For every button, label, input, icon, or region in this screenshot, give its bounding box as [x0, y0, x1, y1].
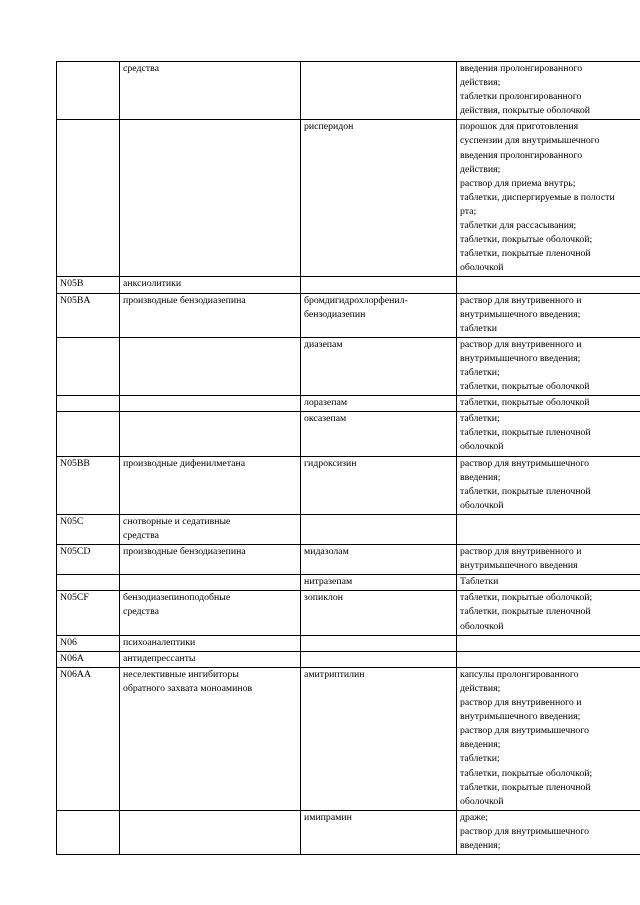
dosage-forms-line: раствор для внутривенного и [460, 546, 582, 558]
dosage-forms-line: действия; [460, 163, 501, 175]
atc-code-cell [57, 62, 120, 120]
dosage-forms-line: введения пролонгированного [460, 63, 583, 74]
atc-code-text: N05BA [60, 294, 91, 306]
table-row [57, 514, 640, 544]
substance-cell [301, 514, 457, 544]
substance-line: мидазолам [304, 546, 349, 558]
dosage-forms-line: раствор для внутривенного и [460, 294, 582, 306]
dosage-forms-line: таблетки, диспергируемые в полости [460, 191, 615, 203]
dosage-forms-line: внутримышечного введения; [460, 711, 581, 723]
dosage-forms-line: Таблетки [460, 576, 499, 588]
substance-cell [301, 120, 457, 277]
group-name-line: снотворные и седативные [123, 515, 231, 527]
group-name-line: производные бензодиазепина [123, 294, 246, 306]
atc-code-text: N05C [60, 515, 84, 527]
group-name-cell [120, 396, 301, 412]
dosage-forms-line: оболочкой [460, 620, 504, 632]
dosage-forms-line: таблетки; [460, 413, 500, 425]
atc-code-text: N06A [60, 652, 84, 664]
atc-code-cell [57, 667, 120, 810]
substance-line: бромдигидрохлорфенил- [304, 294, 408, 306]
dosage-forms-line: таблетки [460, 322, 498, 334]
substance-cell [301, 545, 457, 575]
atc-code-cell [57, 293, 120, 337]
table-row [57, 667, 640, 810]
dosage-forms-line: таблетки, покрытые пленочной [460, 781, 591, 793]
table-row [57, 120, 640, 277]
drug-classification-table [56, 61, 640, 855]
group-name-cell [120, 575, 301, 591]
atc-code-cell [57, 277, 120, 293]
substance-line: имипрамин [304, 811, 352, 823]
dosage-forms-line: внутримышечного введения; [460, 352, 581, 364]
atc-code-cell [57, 337, 120, 395]
substance-cell [301, 412, 457, 456]
atc-code-text: N05CD [60, 546, 91, 558]
group-name-cell [120, 412, 301, 456]
table-row [57, 337, 640, 395]
dosage-forms-line: раствор для внутривенного и [460, 697, 582, 709]
substance-cell [301, 396, 457, 412]
table-body [57, 62, 640, 855]
substance-cell [301, 667, 457, 810]
table-row [57, 575, 640, 591]
substance-line: гидроксизин [304, 457, 357, 469]
dosage-forms-cell [457, 545, 640, 575]
group-name-cell [120, 810, 301, 854]
substance-line: бензодиазепин [304, 308, 366, 320]
substance-cell [301, 810, 457, 854]
group-name-cell [120, 337, 301, 395]
group-name-line: бензодиазепиноподобные [123, 592, 231, 604]
substance-line: оксазепам [304, 413, 347, 425]
dosage-forms-cell [457, 514, 640, 544]
dosage-forms-line: действия; [460, 77, 501, 89]
dosage-forms-cell [457, 62, 640, 120]
dosage-forms-line: таблетки, покрытые пленочной [460, 248, 591, 260]
dosage-forms-line: раствор для внутримышечного [460, 725, 589, 737]
atc-code-cell [57, 635, 120, 651]
table-row [57, 591, 640, 635]
dosage-forms-line: раствор для внутривенного и [460, 338, 582, 350]
substance-line: нитразепам [304, 576, 353, 588]
atc-code-text: N05B [60, 278, 84, 290]
group-name-cell [120, 293, 301, 337]
atc-code-text: N06 [60, 636, 77, 648]
substance-line: зопиклон [304, 592, 343, 604]
group-name-cell [120, 667, 301, 810]
atc-code-text: N05CF [60, 592, 89, 604]
table-row [57, 412, 640, 456]
dosage-forms-line: порошок для приготовления [460, 121, 579, 133]
dosage-forms-line: таблетки, покрытые оболочкой; [460, 767, 593, 779]
atc-code-text: N06AA [60, 668, 92, 680]
dosage-forms-cell [457, 277, 640, 293]
dosage-forms-line: оболочкой [460, 499, 504, 511]
dosage-forms-cell [457, 635, 640, 651]
substance-line: амитриптилин [304, 668, 365, 680]
dosage-forms-line: таблетки, покрытые оболочкой [460, 397, 590, 409]
dosage-forms-line: раствор для приема внутрь; [460, 177, 576, 189]
substance-cell [301, 337, 457, 395]
group-name-cell [120, 120, 301, 277]
group-name-line: антидепрессанты [123, 652, 196, 664]
dosage-forms-line: таблетки пролонгированного [460, 91, 582, 103]
dosage-forms-cell [457, 456, 640, 514]
dosage-forms-line: введения; [460, 471, 501, 483]
table-row [57, 293, 640, 337]
dosage-forms-cell [457, 591, 640, 635]
group-name-cell [120, 651, 301, 667]
dosage-forms-line: суспензии для внутримышечного [460, 135, 600, 147]
dosage-forms-line: оболочкой [460, 262, 504, 274]
substance-cell [301, 456, 457, 514]
table-row [57, 277, 640, 293]
group-name-cell [120, 456, 301, 514]
group-name-line: производные бензодиазепина [123, 546, 246, 558]
atc-code-cell [57, 651, 120, 667]
substance-line: рисперидон [304, 121, 354, 133]
group-name-line: психоаналептики [123, 636, 196, 648]
dosage-forms-line: драже; [460, 811, 488, 823]
dosage-forms-line: таблетки, покрытые оболочкой [460, 381, 590, 393]
table-row [57, 62, 640, 120]
group-name-line: производные дифенилметана [123, 457, 246, 469]
group-name-cell [120, 635, 301, 651]
group-name-line: средства [123, 63, 159, 74]
dosage-forms-line: рта; [460, 205, 477, 217]
dosage-forms-cell [457, 651, 640, 667]
substance-line: лоразепам [304, 397, 348, 409]
table-row [57, 396, 640, 412]
dosage-forms-cell [457, 810, 640, 854]
dosage-forms-line: оболочкой [460, 795, 504, 807]
table-row [57, 810, 640, 854]
substance-cell [301, 293, 457, 337]
substance-cell [301, 591, 457, 635]
dosage-forms-line: таблетки, покрытые оболочкой; [460, 234, 593, 246]
group-name-cell [120, 545, 301, 575]
dosage-forms-line: оболочкой [460, 441, 504, 453]
table-row [57, 456, 640, 514]
group-name-line: обратного захвата моноаминов [123, 682, 253, 694]
atc-code-cell [57, 575, 120, 591]
substance-cell [301, 651, 457, 667]
group-name-cell [120, 277, 301, 293]
dosage-forms-line: таблетки; [460, 366, 500, 378]
atc-code-text: N05BB [60, 457, 90, 469]
atc-code-cell [57, 810, 120, 854]
dosage-forms-line: раствор для внутримышечного [460, 825, 589, 837]
dosage-forms-line: таблетки для рассасывания; [460, 220, 577, 232]
atc-code-cell [57, 591, 120, 635]
atc-code-cell [57, 545, 120, 575]
substance-cell [301, 277, 457, 293]
dosage-forms-cell [457, 575, 640, 591]
group-name-cell [120, 514, 301, 544]
group-name-cell [120, 62, 301, 120]
group-name-line: средства [123, 606, 159, 618]
group-name-line: средства [123, 530, 159, 541]
dosage-forms-line: введения; [460, 839, 501, 851]
dosage-forms-line: таблетки; [460, 753, 500, 765]
substance-cell [301, 635, 457, 651]
dosage-forms-line: внутримышечного введения; [460, 308, 581, 320]
atc-code-cell [57, 514, 120, 544]
group-name-cell [120, 591, 301, 635]
dosage-forms-line: таблетки, покрытые пленочной [460, 427, 591, 439]
dosage-forms-cell [457, 120, 640, 277]
substance-cell [301, 62, 457, 120]
dosage-forms-cell [457, 412, 640, 456]
atc-code-cell [57, 396, 120, 412]
dosage-forms-cell [457, 293, 640, 337]
table-row [57, 651, 640, 667]
group-name-line: неселективные ингибиторы [123, 668, 239, 680]
atc-code-cell [57, 456, 120, 514]
substance-cell [301, 575, 457, 591]
dosage-forms-line: таблетки, покрытые оболочкой; [460, 592, 593, 604]
atc-code-cell [57, 412, 120, 456]
substance-line: диазепам [304, 338, 343, 350]
dosage-forms-line: внутримышечного введения [460, 560, 578, 572]
dosage-forms-line: раствор для внутримышечного [460, 457, 589, 469]
dosage-forms-cell [457, 337, 640, 395]
dosage-forms-line: действия; [460, 682, 501, 694]
table-row [57, 635, 640, 651]
dosage-forms-line: введения пролонгированного [460, 149, 583, 161]
dosage-forms-line: введения; [460, 739, 501, 751]
dosage-forms-line: таблетки, покрытые пленочной [460, 485, 591, 497]
dosage-forms-line: таблетки, покрытые пленочной [460, 606, 591, 618]
group-name-line: анксиолитики [123, 278, 182, 290]
table-row [57, 545, 640, 575]
dosage-forms-line: действия, покрытые оболочкой [460, 105, 591, 117]
atc-code-cell [57, 120, 120, 277]
dosage-forms-cell [457, 667, 640, 810]
dosage-forms-line: капсулы пролонгированного [460, 668, 579, 680]
dosage-forms-cell [457, 396, 640, 412]
